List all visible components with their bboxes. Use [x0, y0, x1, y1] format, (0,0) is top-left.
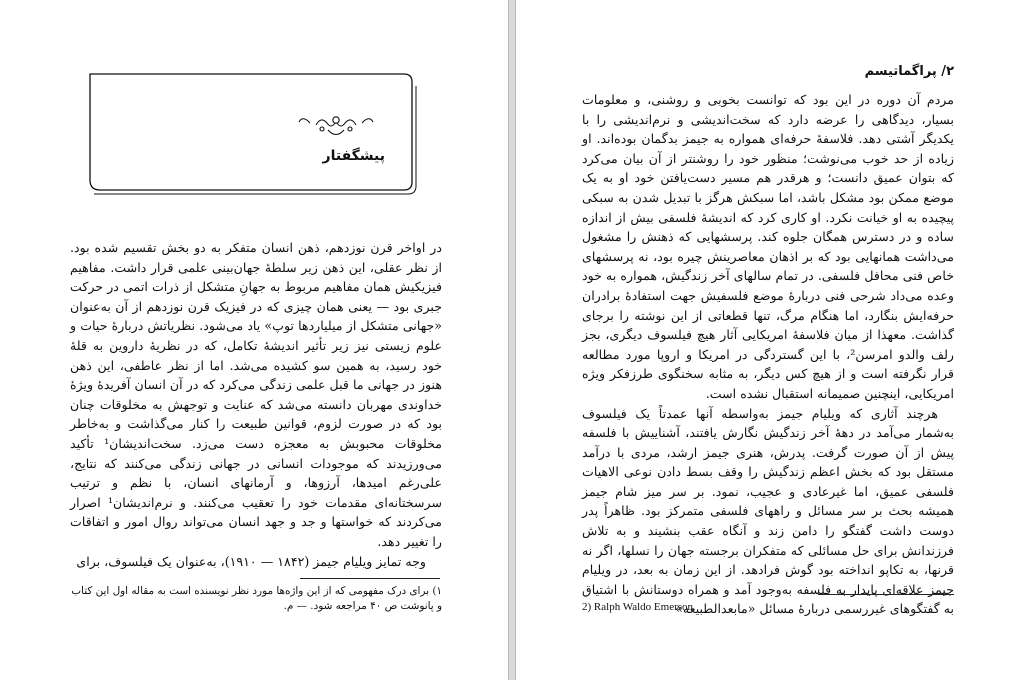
paragraph: هرچند آثاری که ویلیام جیمز به‌واسطه آنها عمدتاً یک فیلسوف به‌شمار می‌آمد در دههٔ آخر زندگیش نگارش یافتند، آشناییش با فلسفه پیش از آن صورت گرفت. پدرش، هنری جیمز ارشد، مردی با درآمد مستقل بود که بخش اعظم زندگیش را وقف بسط دادن نوعی الاهیات فلسفی عمیق، اما غیرعادی و عجیب، نمود. بر سر میز شام جیمز همیشه بحث بر سر مسائل و راههای فلسفی متمرکز بود. ظاهراً پدر دوست داشت گفتگو را دامن زند و آنگاه عقب بنشیند و به تلاش فرزندانش برای حل مسائلی که متفکران برجسته جهان را نسلها، اگر نه قرنها، به تکاپو انداخته بود گوش فرادهد. از این زمان به بعد، در ویلیام جیمز علاقه‌ای پایدار به فلسفه به‌وجود آمد و همراه دوستانش با اشتیاق به گفتگوهای غیررسمی دربارهٔ مسائل «مابعدالطبیعه» [582, 405, 954, 617]
footnote-rule [818, 594, 954, 595]
floral-ornament-icon [299, 117, 373, 135]
running-head: ۲/ پراگماتیسم [864, 64, 954, 79]
footnote: ۱) برای درک مفهومی که از این واژه‌ها مورد نظر نویسنده است به مقاله اول این کتاب و پانوشت ص ۴۰ مراجعه شود. — م. [71, 585, 442, 612]
chapter-heading-frame [86, 70, 421, 198]
chapter-title: پیشگفتار [322, 148, 385, 164]
paragraph: وجه تمایز ویلیام جیمز (۱۸۴۲ — ۱۹۱۰)، به‌عنوان یک فیلسوف، برای [76, 553, 426, 569]
paragraph: مردم آن دوره در این بود که توانست بخوبی و روشنی، و معلومات بسیار، دیدگاهی را عرضه دارد که سخت‌اندیشی و نرم‌اندیشی را با یکدیگر آشتی دهد. فلاسفهٔ حرفه‌ای همواره به جیمز بدگمان بوده‌اند. او زیاده از حد خوب می‌نوشت؛ منظور خود را روشنتر از آن بیان می‌کرد که بتوان عمیق دانست؛ و هرقدر هم مسیر دست‌یافتن خود او به یک موضع ممکن بود مشکل باشد، اما سبکش هرگز با تبدیل شدن به سبکی پیچیده به او خیانت نکرد. او کاری کرد که اندیشهٔ فلسفی بیش از اندازه ساده و در دسترس همگان جلوه کند. پرسشهایی که ذهنش را مشغول می‌داشت همانهایی بود که بر اذهان معاصرینش چیره بود، نه پرسشهای خاص فنی محافل فلسفی. در تمام سالهای آخر زندگیش، همواره به خود وعده می‌داد شرحی فنی دربارهٔ موضع فلسفیش جهت استفادهٔ برادران حرفه‌ایش بنگارد، اما هنگام مرگ، تنها قطعاتی از این نوشته را برجای گذاشت. معهذا از میان فلاسفهٔ امریکایی آثار هیچ فیلسوف دیگری، بجز رلف والدو امرسن²، با این گستردگی در امریکا و اروپا مورد مطالعه قرار نگرفته است و از هیچ کس دیگر، به مثابه سخنگوی طرزفکر ویژه امریکایی، اینچنین صمیمانه استقبال نشده است. [582, 92, 954, 401]
footnote: 2) Ralph Waldo Emerson [582, 601, 694, 613]
footnote-rule [300, 578, 440, 579]
right-body-text [582, 90, 954, 619]
paragraph: در اواخر قرن نوزدهم، ذهن انسان متفکر به دو بخش تقسیم شده بود. از نظر عقلی، این ذهن زیر سلطهٔ جهان‌بینی علمی قرار داشت. مفاهیم فیزیکیش همان مفاهیم مربوط به جهانِ متشکل از ذرات اتمی در حرکت جبری بود — یعنی همان چیزی که در فیزیک قرن نوزدهم از آن به‌عنوان «جهانی متشکل از میلیاردها توپ» یاد می‌شود. نظریاتش دربارهٔ حیات و علوم زیستی نیز زیر تأثیر اندیشهٔ تکامل، که در نظریهٔ داروین به قلهٔ خود رسید، به همین سو کشیده می‌شد. اما از نظر عاطفی، این ذهن هنوز در جهانی ما قبل علمی زندگی می‌کرد که در آن انسان آفریدهٔ ویژهٔ خداوندی مهربان دانسته می‌شد که عنایت و توجهش به مخلوقات چنان بود که در صورت لزوم، قوانین طبیعت را کنار می‌گذاشت و به‌خاطر مخلوقات محبوبش به معجزه دست می‌زد. سخت‌اندیشان¹ تأکید می‌ورزیدند که موجودات انسانی در جهانی زندگی می‌کنند که نتایج، علی‌رغم امیدها، آرزوها، و آرمانهای انسان، با نظم و ترتیب سرسختانه‌ای مقدمات خود را تعقیب می‌کنند. و نرم‌اندیشان¹ اصرار می‌کردند که خواستها و جد و جهد انسان می‌تواند روال امور و اتفاقات را تغییر دهد. [70, 240, 442, 549]
left-page [0, 0, 508, 680]
ornamental-frame [86, 70, 421, 198]
page-gutter [508, 0, 516, 680]
left-body-text [70, 238, 442, 571]
